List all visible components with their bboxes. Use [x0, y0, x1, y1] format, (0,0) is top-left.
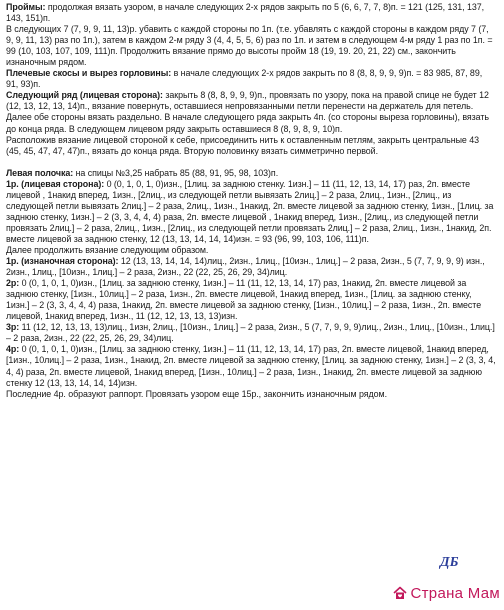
paragraph — [6, 90, 496, 134]
paragraph-text: Расположив вязание лицевой стороной к себе, присоединить нить к оставленным петлям, закрыть центральные 43 (45, 45, 47, 47, 47)п., вязать до конца ряда. Вторую половинку вязать симметрично первой. — [6, 134, 479, 156]
document-body — [6, 2, 496, 400]
paragraph-text: 0 (0, 1, 0, 1, 0)изн., [1лиц. за заднюю стенку, 1изн.] – 11 (11, 12, 13, 14, 17) раз, 1накид, 2п. вместе лицевой за заднюю стенку, [1изн., 10лиц.] – 2 раза, 1изн., 2п. вместе лицевой, 1накид вперед, 1изн., [1лиц. за заднюю стенку, 1изн.] – 2 (3, 3, 4, 4, 4) раза, 1накид, 2п. вместе лицевой за заднюю стенку, [1изн., 10лиц.] – 2 раза, 1изн., 2п. вместе лицевой, 1накид вперед, 1изн., 11 (12, 12, 13, 13, 13)изн. — [6, 278, 482, 322]
paragraph-text: 12 (13, 13, 14, 14, 14)лиц., 2изн., 1лиц., [10изн., 1лиц.] – 2 раза, 2изн., 5 (7, 7, 9, 9, 9) изн., 2изн., 1лиц., [10изн., 1лиц.] – 2 раза, 2изн., 22 (22, 25, 26, 29, 34)лиц. — [6, 256, 485, 278]
paragraph — [6, 2, 496, 24]
paragraph — [6, 135, 496, 157]
paragraph — [6, 322, 496, 344]
paragraph-text: 11 (12, 12, 13, 13, 13)лиц., 1изн, 2лиц., [10изн., 1лиц.] – 2 раза, 2изн., 5 (7, 7, 9, 9, 9)лиц., 2изн., 1лиц., [10изн., 1лиц.] – 2 раза, 2изн., 22 (22, 25, 26, 29, 34)лиц. — [6, 322, 495, 344]
paragraph — [6, 68, 496, 90]
author-signature: ДБ — [440, 555, 459, 570]
paragraph-text: Далее продолжить вязание следующим образом. — [6, 244, 209, 255]
paragraph-heading: Левая полочка: — [6, 167, 74, 178]
paragraph-heading: Следующий ряд (лицевая сторона): — [6, 90, 163, 101]
house-icon — [392, 585, 408, 601]
paragraph-text: 0 (0, 1, 0, 1, 0)изн., [1лиц. за заднюю стенку. 1изн.] – 11 (11, 12, 13, 14, 17) раз, 2п. вместе лицевой , 1накид вперед, 1изн., [2лиц., из следующей петли вывязать 2лиц.] – 2 раза, 2лиц., 1изн., [2лиц., из следующей петли вывязать 2лиц.] – 2 раза, 2лиц., 1изн., 1накид, 2п. вместе лицевой за заднюю стенку, 1изн., [1лиц. за заднюю стенку, 1изн.] – 2 (3, 3, 4, 4, 4) раза, 2п. вместе лицевой , 1накид вперед, 1изн., [2лиц., из следующей петли провязать 2лиц.] – 2 раза, 2лиц., 1изн., [2лиц., из следующей петли провязать 2лиц.] – 2 раза, 2лиц., 1изн., 1накид, 2п. вместе лицевой за заднюю стенку, 12 (13, 13, 14, 14, 14)изн. = 93 (96, 99, 103, 106, 111)п. — [6, 178, 494, 244]
paragraph-heading: 1р. (лицевая сторона): — [6, 178, 105, 189]
paragraph — [6, 389, 496, 400]
paragraph — [6, 179, 496, 245]
paragraph — [6, 256, 496, 278]
paragraph-heading: 3р: — [6, 322, 20, 333]
paragraph-text: Последние 4р. образуют раппорт. Провязать узором еще 15р., закончить изнаночным рядом. — [6, 388, 387, 399]
paragraph-text: в начале следующих 2-х рядов закрыть по 8 (8, 8, 9, 9, 9)п. = 83 985, 87, 89, 91, 93)п. — [6, 68, 483, 90]
paragraph-text: 0 (0, 1, 0, 1, 0)изн., [1лиц. за заднюю стенку, 1изн.] – 11 (11, 12, 13, 14, 17) раз, 2п. вместе лицевой, 1накид вперед, [1изн., 10лиц.] – 2 раза, 1изн., 1накид, 2п. вместе лицевой за заднюю стенку, [1лиц. за заднюю стенку, 1изн.] – 2 (3, 3, 4, 4, 4) раза, 2п. вместе лицевой, 1накид вперед, [1изн., 10лиц.] – 2 раза, 1изн., 1накид, 2п. вместе лицевой за заднюю стенку 12 (13, 13, 14, 14, 14)изн. — [6, 344, 496, 388]
paragraph-heading: 2р: — [6, 278, 20, 289]
paragraph-heading: 1р. (изнаночная сторона): — [6, 256, 119, 267]
paragraph-text: закрыть 8 (8, 8, 9, 9, 9)п., провязать по узору, пока на правой спице не будет 12 (12, 13, 12, 13, 14)п., вязание повернуть, оставшиеся непровязанными петли перенести на держатель для петель. Далее обе стороны вязать раздельно. В начале следующего ряда закрыть 4п. (со стороны выреза горловины), вязать до конца ряда. В следующем лицевом ряду закрыть оставшиеся 8 (8, 9, 8, 9, 10)п. — [6, 90, 489, 134]
paragraph-heading: 4р: — [6, 344, 20, 355]
paragraph — [6, 278, 496, 322]
paragraph — [6, 24, 496, 68]
paragraph — [6, 245, 496, 256]
paragraph-heading: Проймы: — [6, 2, 46, 12]
watermark-text: Страна Мам — [410, 584, 500, 602]
paragraph-text: В следующих 7 (7, 9, 9, 11, 13)р. убавить с каждой стороны по 1п. (т.е. убавлять с каждой стороны в каждом ряду 7 (7, 9, 9, 11, 13) раз по 1п.), затем в каждом 2-м ряду 3 (4, 4, 5, 5, 6) раз по 1п. и затем в следующем 4-м ряду 1 раз по 1п. = 99 (10, 103, 107, 109, 111)п. Продолжить вязание прямо до высоты пройм 18 (19, 19. 20, 21, 22) см., закончить изнаночным рядом. — [6, 24, 493, 68]
site-watermark — [392, 582, 501, 604]
paragraph-spacer — [6, 157, 496, 168]
paragraph-text: продолжая вязать узором, в начале следующих 2-х рядов закрыть по 5 (6, 6, 7, 7, 8)п. = 121 (125, 131, 137, 143, 151)п. — [6, 2, 485, 24]
paragraph — [6, 344, 496, 388]
paragraph — [6, 168, 496, 179]
paragraph-text: на спицы №3,25 набрать 85 (88, 91, 95, 98, 103)п. — [73, 167, 279, 178]
paragraph-heading: Плечевые скосы и вырез горловины: — [6, 68, 172, 79]
